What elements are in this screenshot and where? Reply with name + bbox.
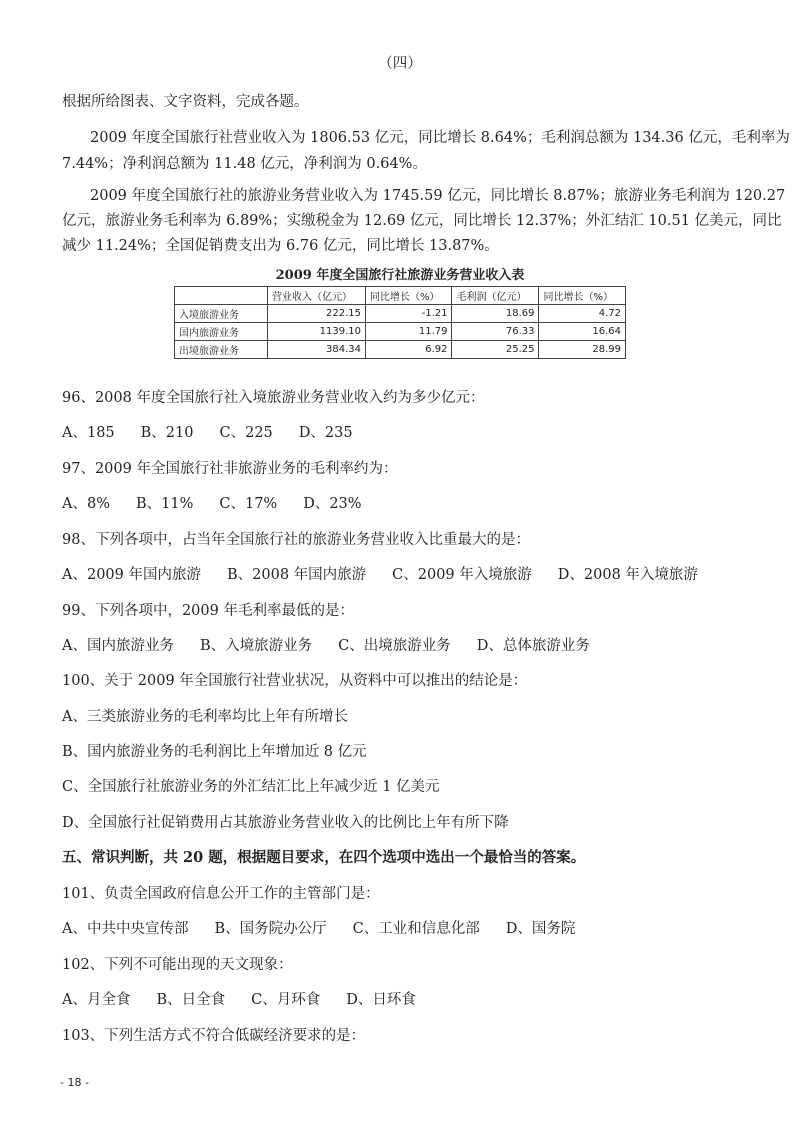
row-label: 入境旅游业务 xyxy=(175,305,268,323)
question-97: 97、2009 年全国旅行社非旅游业务的毛利率约为： xyxy=(62,461,398,477)
section5-heading: 五、常识判断，共 20 题，根据题目要求，在四个选项中选出一个最恰当的答案。 xyxy=(62,849,586,866)
question-96: 96、2008 年度全国旅行社入境旅游业务营业收入约为多少亿元： xyxy=(62,390,485,406)
profit-cell: 18.69 xyxy=(452,305,539,323)
table-header-cell: 同比增长（%） xyxy=(539,287,626,305)
option-a: A、185 xyxy=(62,425,115,441)
paragraph2-line1: 2009 年度全国旅行社的旅游业务营业收入为 1745.59 亿元，同比增长 8.87%；旅游业务毛利润为 120.27 xyxy=(90,188,786,204)
paragraph2-line2: 亿元，旅游业务毛利率为 6.89%；实缴税金为 12.69 亿元，同比增长 12.37%；外汇结汇 10.51 亿美元，同比 xyxy=(62,213,782,229)
option-a: A、中共中央宣传部 xyxy=(62,921,189,937)
option-b: B、日全食 xyxy=(156,992,226,1008)
option-d: D、日环食 xyxy=(346,992,416,1008)
question-103: 103、下列生活方式不符合低碳经济要求的是： xyxy=(62,1028,366,1044)
table-row xyxy=(175,323,626,341)
question-100: 100、关于 2009 年全国旅行社营业状况，从资料中可以推出的结论是： xyxy=(62,673,528,689)
option-c: C、月环食 xyxy=(251,992,321,1008)
option-c: C、17% xyxy=(219,496,278,512)
option-d: D、235 xyxy=(298,425,353,441)
question-102: 102、下列不可能出现的天文现象： xyxy=(62,957,293,973)
revenue-cell: 384.34 xyxy=(268,341,366,359)
question-98-options xyxy=(62,565,738,585)
question-100-option-c: C、全国旅行社旅游业务的外汇结汇比上年减少近 1 亿美元 xyxy=(62,779,440,795)
table-header-row xyxy=(175,287,626,305)
profit-growth-cell: 4.72 xyxy=(539,305,626,323)
option-c: C、出境旅游业务 xyxy=(338,638,451,654)
revenue-table xyxy=(174,286,626,359)
question-100-option-a: A、三类旅游业务的毛利率均比上年有所增长 xyxy=(62,709,348,725)
question-101-options xyxy=(62,919,738,939)
option-a: A、2009 年国内旅游 xyxy=(62,567,201,583)
question-99: 99、下列各项中，2009 年毛利率最低的是： xyxy=(62,603,354,619)
paragraph1-line1: 2009 年度全国旅行社营业收入为 1806.53 亿元，同比增长 8.64%；毛利润总额为 134.36 亿元，毛利率为 xyxy=(90,130,790,146)
revenue-growth-cell: -1.21 xyxy=(366,305,452,323)
row-label: 国内旅游业务 xyxy=(175,323,268,341)
table-header-cell xyxy=(175,287,268,305)
option-b: B、2008 年国内旅游 xyxy=(226,567,367,583)
option-d: D、国务院 xyxy=(505,921,576,937)
paragraph1-line2: 7.44%；净利润总额为 11.48 亿元，净利润为 0.64%。 xyxy=(62,156,427,172)
paragraph2-line3: 减少 11.24%；全国促销费支出为 6.76 亿元，同比增长 13.87%。 xyxy=(62,238,499,254)
question-101: 101、负责全国政府信息公开工作的主管部门是： xyxy=(62,886,380,902)
question-100-option-b: B、国内旅游业务的毛利润比上年增加近 8 亿元 xyxy=(62,744,367,760)
table-header-cell: 营业收入（亿元） xyxy=(268,287,366,305)
question-96-options xyxy=(62,423,738,443)
section-heading: （四） xyxy=(378,56,422,72)
row-label: 出境旅游业务 xyxy=(175,341,268,359)
option-a: A、国内旅游业务 xyxy=(62,638,174,654)
option-c: C、225 xyxy=(219,425,273,441)
table-title: 2009 年度全国旅行社旅游业务营业收入表 xyxy=(275,268,525,283)
revenue-growth-cell: 11.79 xyxy=(366,323,452,341)
option-a: A、8% xyxy=(62,496,110,512)
option-c: C、工业和信息化部 xyxy=(352,921,480,937)
page-number: - 18 - xyxy=(60,1076,89,1089)
option-b: B、11% xyxy=(135,496,194,512)
table-header-cell: 同比增长（%） xyxy=(366,287,452,305)
revenue-cell: 222.15 xyxy=(268,305,366,323)
option-c: C、2009 年入境旅游 xyxy=(392,567,532,583)
revenue-growth-cell: 6.92 xyxy=(366,341,452,359)
question-100-option-d: D、全国旅行社促销费用占其旅游业务营业收入的比例比上年有所下降 xyxy=(62,815,509,831)
question-98: 98、下列各项中，占当年全国旅行社的旅游业务营业收入比重最大的是： xyxy=(62,532,530,548)
option-b: B、国务院办公厅 xyxy=(214,921,327,937)
profit-cell: 76.33 xyxy=(452,323,539,341)
table-row xyxy=(175,341,626,359)
option-b: B、入境旅游业务 xyxy=(199,638,313,654)
option-d: D、2008 年入境旅游 xyxy=(557,567,698,583)
question-99-options xyxy=(62,636,738,656)
option-a: A、月全食 xyxy=(62,992,131,1008)
option-d: D、23% xyxy=(303,496,362,512)
revenue-cell: 1139.10 xyxy=(268,323,366,341)
instruction-text: 根据所给图表、文字资料，完成各题。 xyxy=(62,94,309,110)
option-b: B、210 xyxy=(140,425,194,441)
question-97-options xyxy=(62,494,738,514)
profit-cell: 25.25 xyxy=(452,341,539,359)
table-header-cell: 毛利润（亿元） xyxy=(452,287,539,305)
option-d: D、总体旅游业务 xyxy=(476,638,590,654)
profit-growth-cell: 16.64 xyxy=(539,323,626,341)
table-row xyxy=(175,305,626,323)
profit-growth-cell: 28.99 xyxy=(539,341,626,359)
question-102-options xyxy=(62,990,738,1010)
